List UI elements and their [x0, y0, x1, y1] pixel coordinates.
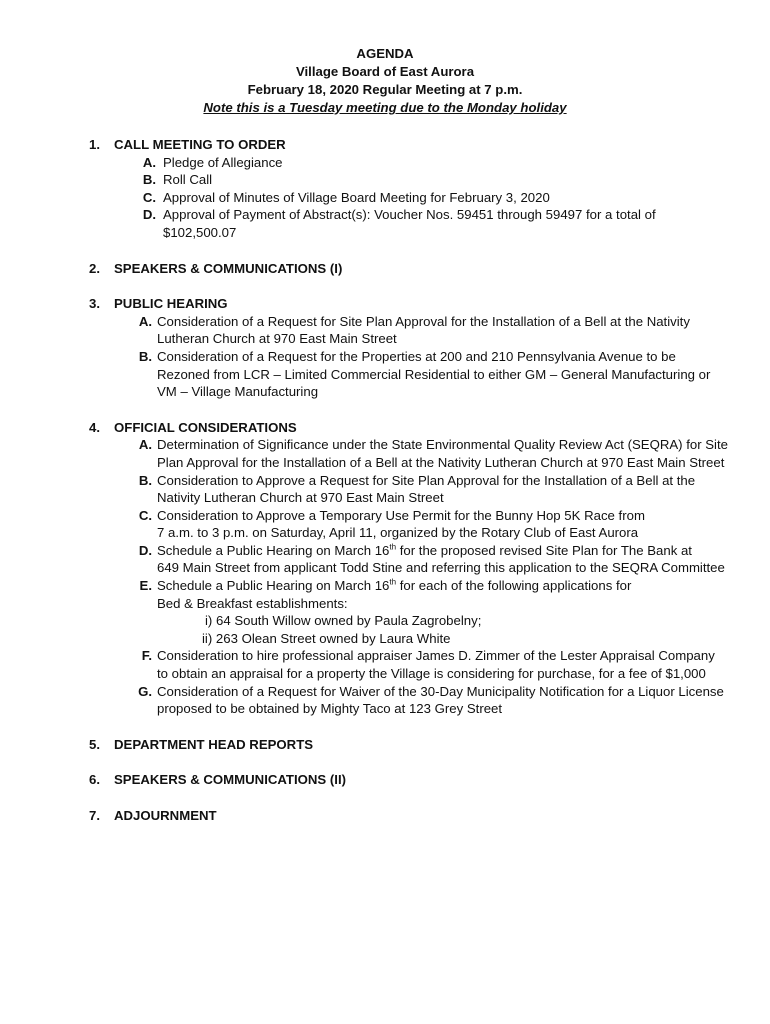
- agenda-title: AGENDA: [356, 46, 414, 61]
- item-text-line: Consideration to Approve a Temporary Use Permit for the Bunny Hop 5K Race from: [157, 507, 645, 523]
- section-public-hearing: [89, 295, 729, 401]
- section-official-considerations: [89, 419, 729, 718]
- agenda-item: [135, 683, 729, 718]
- item-text: Pledge of Allegiance: [163, 154, 283, 170]
- agenda-item: [135, 348, 729, 401]
- section-number: 7.: [89, 808, 100, 823]
- item-letter: B.: [138, 348, 152, 364]
- item-letter: G.: [138, 683, 152, 699]
- agenda-header: [0, 45, 770, 117]
- agenda-item: [135, 472, 729, 507]
- section-title: CALL MEETING TO ORDER: [114, 137, 286, 152]
- section-number: 4.: [89, 419, 100, 435]
- item-text-line: 649 Main Street from applicant Todd Stine and referring this application to the SEQRA Committee: [157, 560, 725, 576]
- item-text-part: for the proposed revised Site Plan for The Bank at: [396, 542, 692, 558]
- agenda-item: [135, 154, 729, 172]
- section-title: OFFICIAL CONSIDERATIONS: [114, 419, 297, 435]
- item-letter: F.: [141, 648, 152, 664]
- item-text: Consideration of a Request for Waiver of the 30-Day Municipality Notification for a Liquor License proposed to be obtained by Mighty Taco at 123 Grey Street: [157, 683, 724, 717]
- item-letter: D.: [142, 207, 156, 223]
- section-call-to-order: [89, 136, 729, 242]
- section-speakers-2: [89, 771, 729, 789]
- item-letter: D.: [138, 542, 152, 558]
- item-letter: B.: [138, 472, 152, 488]
- item-text: Approval of Payment of Abstract(s): Voucher Nos. 59451 through 59497 for a total of $102,500.07: [163, 207, 656, 240]
- section-number: 3.: [89, 296, 100, 312]
- section-number: 2.: [89, 260, 100, 276]
- section-title: SPEAKERS & COMMUNICATIONS (II): [114, 772, 347, 788]
- item-letter: C.: [142, 189, 156, 205]
- section-title: ADJOURNMENT: [114, 808, 217, 823]
- section-title: PUBLIC HEARING: [114, 296, 228, 312]
- sub-item: i) 64 South Willow owned by Paula Zagrobelny;: [205, 613, 482, 629]
- meeting-date: February 18, 2020 Regular Meeting at 7 p.m.: [247, 82, 523, 97]
- agenda-item: [135, 577, 729, 647]
- meeting-note: Note this is a Tuesday meeting due to the Monday holiday: [203, 100, 567, 115]
- item-text: Consideration of a Request for the Properties at 200 and 210 Pennsylvania Avenue to be Rezoned from LCR – Limited Commercial Residential to either GM – General Manufacturing or VM – Village Manufacturing: [157, 348, 711, 400]
- ordinal-suffix: th: [389, 577, 397, 587]
- section-number: 5.: [89, 736, 100, 752]
- agenda-item: [135, 647, 729, 682]
- section-title: DEPARTMENT HEAD REPORTS: [114, 736, 314, 752]
- agenda-item: [135, 189, 729, 207]
- section-adjournment: [89, 807, 729, 825]
- section-number: 1.: [89, 137, 100, 152]
- item-text-line: Bed & Breakfast establishments:: [157, 595, 348, 611]
- sub-item: ii) 263 Olean Street owned by Laura White: [202, 630, 451, 646]
- item-text: Consideration to Approve a Request for Site Plan Approval for the Installation of a Bell at the Nativity Lutheran Church at 970 East Main Street: [157, 472, 696, 506]
- item-letter: A.: [138, 437, 152, 453]
- item-letter: B.: [142, 172, 156, 188]
- section-speakers-1: [89, 260, 729, 278]
- ordinal-suffix: th: [389, 542, 397, 552]
- item-letter: A.: [142, 154, 156, 170]
- section-number: 6.: [89, 772, 100, 788]
- agenda-item: [135, 313, 729, 348]
- item-letter: A.: [138, 313, 152, 329]
- agenda-item: [135, 171, 729, 189]
- item-text: Roll Call: [163, 172, 213, 188]
- agenda-item: [135, 507, 729, 542]
- item-text-line: 7 a.m. to 3 p.m. on Saturday, April 11, organized by the Rotary Club of East Aurora: [157, 525, 639, 541]
- board-name: Village Board of East Aurora: [295, 64, 475, 79]
- item-text-part: Schedule a Public Hearing on March 16: [157, 542, 390, 558]
- section-title: SPEAKERS & COMMUNICATIONS (I): [114, 260, 343, 276]
- section-department-reports: [89, 736, 729, 754]
- agenda-item: [135, 542, 729, 577]
- item-text-part: Schedule a Public Hearing on March 16: [157, 578, 390, 594]
- agenda-item: [135, 436, 729, 471]
- item-text: Consideration to hire professional appraiser James D. Zimmer of the Lester Appraisal Company to obtain an appraisal for a property the Village is considering for purchase, for a fee of $1,000: [157, 648, 715, 682]
- item-text: Consideration of a Request for Site Plan Approval for the Installation of a Bell at the Nativity Lutheran Church at 970 East Main Street: [157, 313, 690, 347]
- item-text: Determination of Significance under the State Environmental Quality Review Act (SEQRA) for Site Plan Approval for the Installation of a Bell at the Nativity Lutheran Church at 970 East Main Street: [157, 437, 728, 470]
- agenda-sections: [89, 136, 729, 843]
- agenda-item: [135, 206, 729, 241]
- item-letter: C.: [138, 507, 152, 523]
- item-text-part: for each of the following applications for: [396, 578, 632, 594]
- item-letter: E.: [139, 578, 152, 594]
- item-text: Approval of Minutes of Village Board Meeting for February 3, 2020: [163, 189, 550, 205]
